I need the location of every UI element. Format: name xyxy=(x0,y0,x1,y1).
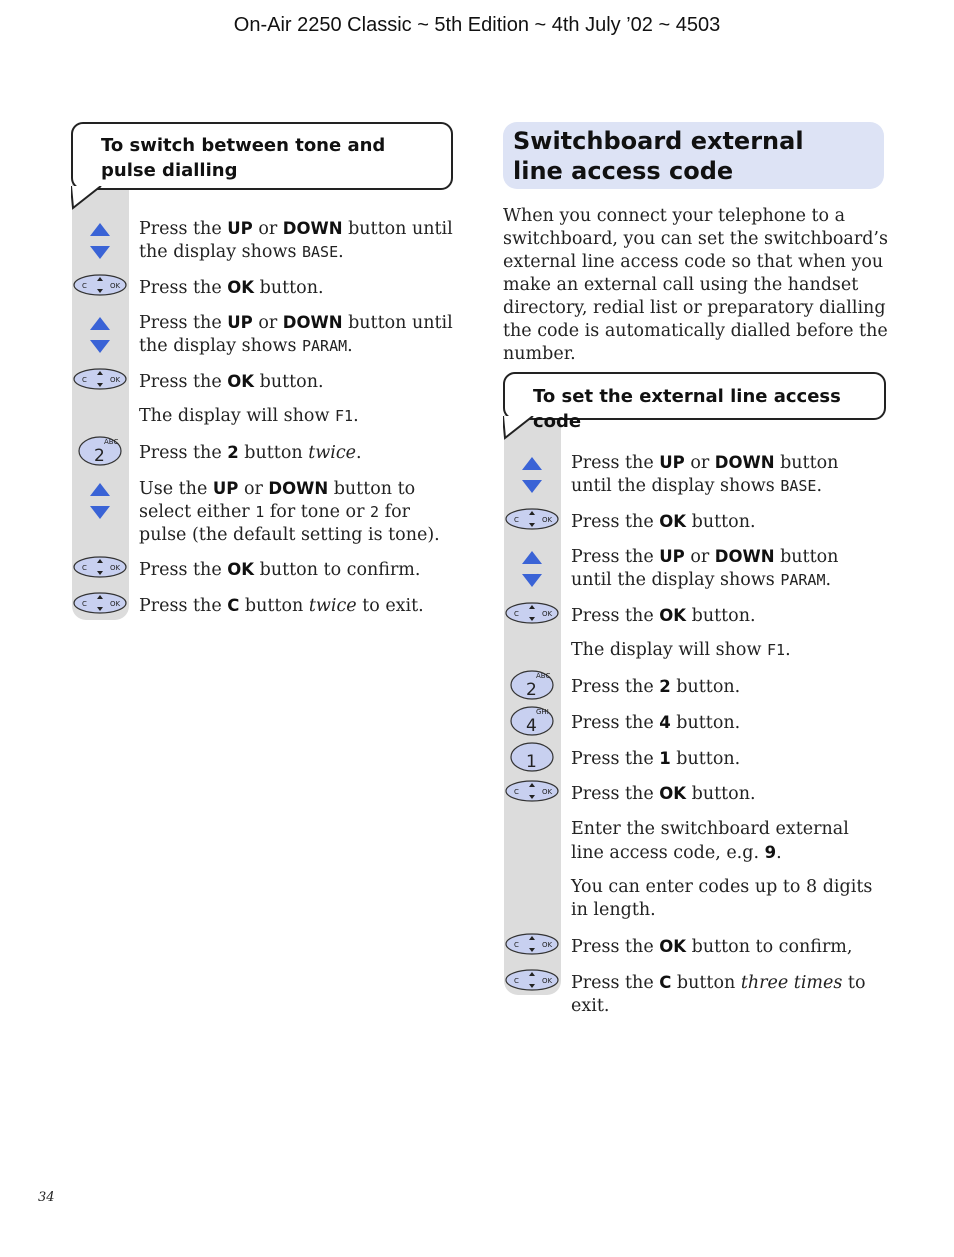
right-section-heading xyxy=(503,372,886,432)
step-icon xyxy=(72,273,128,301)
step-text: Press the xyxy=(139,219,228,239)
right-section-title: Switchboard external line access code xyxy=(513,127,804,185)
step-icon xyxy=(88,481,112,525)
step-text: . xyxy=(338,242,344,262)
step-text: . xyxy=(347,336,353,356)
step-text: button to select either xyxy=(139,479,416,522)
step-text: . xyxy=(353,406,359,426)
step-text: . xyxy=(816,476,823,496)
c-ok-button-icon xyxy=(504,601,560,625)
emphasis-text: twice xyxy=(308,443,356,463)
step-text: Press the xyxy=(139,313,228,333)
instruction-step xyxy=(571,639,881,662)
button-name: UP xyxy=(659,453,685,472)
step-text: Press the xyxy=(571,784,660,804)
svg-text:OK: OK xyxy=(110,282,121,290)
instruction-step xyxy=(139,370,459,394)
step-icon xyxy=(504,779,560,807)
instruction-step xyxy=(571,818,881,865)
svg-text:OK: OK xyxy=(542,610,553,618)
svg-text:4: 4 xyxy=(526,716,537,736)
left-heading-text: To switch between tone and pulse dialling xyxy=(101,135,386,181)
svg-text:C: C xyxy=(514,977,519,985)
step-text: . xyxy=(356,443,362,463)
button-name: OK xyxy=(227,560,255,579)
step-icon xyxy=(504,968,560,996)
display-text: F1 xyxy=(767,641,786,659)
step-text: button to confirm, xyxy=(686,937,853,957)
up-down-arrows-icon xyxy=(88,481,112,521)
step-text: Use the xyxy=(139,479,213,499)
up-down-arrows-icon xyxy=(520,455,544,495)
step-text: The display will show xyxy=(139,406,335,426)
step-text: to exit. xyxy=(356,596,424,616)
button-name: OK xyxy=(227,372,255,391)
step-text: button until the display shows xyxy=(139,313,453,356)
step-text: button. xyxy=(670,749,741,769)
step-text: to exit. xyxy=(571,973,866,1016)
button-name: DOWN xyxy=(282,219,343,238)
step-text: button. xyxy=(254,278,324,298)
instruction-step xyxy=(571,747,881,771)
step-text: button until the display shows xyxy=(139,219,453,262)
step-text: or xyxy=(684,453,715,473)
svg-text:ABC: ABC xyxy=(104,438,119,446)
step-icon xyxy=(72,591,128,619)
button-name: C xyxy=(659,973,672,992)
step-text: for pulse (the default setting is tone). xyxy=(139,502,440,545)
display-text: F1 xyxy=(335,407,354,425)
svg-text:GHI: GHI xyxy=(536,708,549,716)
svg-text:C: C xyxy=(82,282,87,290)
page-header: On-Air 2250 Classic ~ 5th Edition ~ 4th July ’02 ~ 4503 xyxy=(233,14,721,36)
step-text: button xyxy=(239,596,309,616)
step-text: button xyxy=(671,973,741,993)
step-text: button xyxy=(238,443,309,463)
svg-text:OK: OK xyxy=(110,564,121,572)
step-icon xyxy=(520,455,544,499)
c-ok-button-icon xyxy=(72,367,128,391)
step-text: button. xyxy=(686,512,756,532)
step-icon xyxy=(508,740,556,778)
callout-pointer xyxy=(503,416,537,440)
display-text: PARAM xyxy=(780,571,826,589)
instruction-step xyxy=(571,782,881,806)
instruction-step xyxy=(571,935,881,959)
step-text: button. xyxy=(686,606,756,626)
svg-text:2: 2 xyxy=(526,680,537,700)
step-text: Press the xyxy=(571,606,660,626)
step-text: button until the display shows xyxy=(571,547,839,590)
step-text: . xyxy=(785,640,791,660)
button-name: OK xyxy=(659,784,687,803)
c-ok-button-icon xyxy=(72,273,128,297)
display-text: 1 xyxy=(255,503,265,521)
button-name: OK xyxy=(227,278,255,297)
svg-text:OK: OK xyxy=(542,516,553,524)
instruction-step xyxy=(571,675,881,699)
step-icon xyxy=(76,434,124,472)
svg-text:1: 1 xyxy=(526,752,537,772)
key-4-icon xyxy=(508,704,556,738)
display-text: BASE xyxy=(302,243,339,261)
instruction-step xyxy=(139,594,459,618)
right-section-title-box xyxy=(503,122,884,189)
step-icon xyxy=(72,555,128,583)
svg-text:OK: OK xyxy=(542,941,553,949)
step-text: Press the xyxy=(139,278,228,298)
c-ok-button-icon xyxy=(504,507,560,531)
button-name: DOWN xyxy=(714,547,775,566)
button-name: 4 xyxy=(659,713,671,732)
svg-text:OK: OK xyxy=(110,600,121,608)
svg-text:C: C xyxy=(514,788,519,796)
step-text: Press the xyxy=(571,547,660,567)
button-name: DOWN xyxy=(268,479,329,498)
step-text: for tone or xyxy=(264,502,370,522)
step-text: button until the display shows xyxy=(571,453,839,496)
step-text: Press the xyxy=(571,973,660,993)
instruction-step xyxy=(139,441,459,465)
instruction-step xyxy=(139,558,459,582)
svg-text:C: C xyxy=(514,610,519,618)
step-icon xyxy=(88,221,112,265)
instruction-step xyxy=(571,711,881,735)
step-text: or xyxy=(252,219,283,239)
step-icon xyxy=(504,601,560,629)
step-text: button. xyxy=(254,372,324,392)
button-name: 2 xyxy=(659,677,671,696)
instruction-step xyxy=(571,604,881,628)
instruction-step xyxy=(139,405,459,428)
page-number: 34 xyxy=(38,1190,55,1205)
up-down-arrows-icon xyxy=(88,315,112,355)
step-text: Enter the switchboard external line access code, e.g. xyxy=(571,819,849,863)
instruction-step xyxy=(571,545,881,592)
button-name: DOWN xyxy=(714,453,775,472)
svg-text:C: C xyxy=(514,941,519,949)
step-text: . xyxy=(776,843,782,863)
key-1-icon xyxy=(508,740,556,774)
up-down-arrows-icon xyxy=(520,549,544,589)
step-text: or xyxy=(238,479,269,499)
step-text: Press the xyxy=(571,512,660,532)
c-ok-button-icon xyxy=(504,779,560,803)
instruction-step xyxy=(571,971,881,1018)
up-down-arrows-icon xyxy=(88,221,112,261)
step-icon xyxy=(504,932,560,960)
step-text: Press the xyxy=(571,713,660,733)
instruction-step xyxy=(139,477,459,547)
step-text: Press the xyxy=(571,453,660,473)
c-ok-button-icon xyxy=(504,968,560,992)
step-icon xyxy=(88,315,112,359)
step-text: Press the xyxy=(139,560,228,580)
step-icon xyxy=(72,367,128,395)
svg-text:C: C xyxy=(82,376,87,384)
step-text: button. xyxy=(686,784,756,804)
key-2-icon xyxy=(508,668,556,702)
step-text: Press the xyxy=(139,372,228,392)
button-name: OK xyxy=(659,937,687,956)
emphasis-text: three times xyxy=(740,973,843,993)
key-2-icon xyxy=(76,434,124,468)
button-name: UP xyxy=(227,219,253,238)
step-icon xyxy=(508,668,556,706)
step-text: button. xyxy=(670,677,741,697)
c-ok-button-icon xyxy=(72,591,128,615)
svg-text:C: C xyxy=(82,564,87,572)
emphasis-text: twice xyxy=(308,596,357,616)
step-text: Press the xyxy=(571,749,660,769)
step-text: button to confirm. xyxy=(254,560,421,580)
display-text: 2 xyxy=(370,503,380,521)
step-text: Press the xyxy=(139,596,228,616)
svg-text:ABC: ABC xyxy=(536,672,551,680)
right-heading-text: To set the external line access code xyxy=(533,386,841,432)
button-name: OK xyxy=(659,606,687,625)
instruction-step xyxy=(571,451,881,498)
button-name: 9 xyxy=(764,843,777,862)
svg-text:2: 2 xyxy=(94,446,105,466)
step-text: or xyxy=(684,547,715,567)
step-text: The display will show xyxy=(571,640,767,660)
svg-text:C: C xyxy=(82,600,87,608)
instruction-step xyxy=(139,217,459,264)
button-name: DOWN xyxy=(282,313,343,332)
left-section-heading xyxy=(71,122,453,190)
right-intro-paragraph: When you connect your telephone to a switchboard, you can set the switchboard’s external line access code so that when you make an external call using the handset directory, redial list or preparatory dialling the code is automatically dialled before the number. xyxy=(503,206,888,364)
button-name: 2 xyxy=(227,443,239,462)
step-text: button. xyxy=(670,713,741,733)
instruction-step xyxy=(139,276,459,300)
step-icon xyxy=(504,507,560,535)
button-name: OK xyxy=(659,512,687,531)
c-ok-button-icon xyxy=(72,555,128,579)
display-text: BASE xyxy=(780,477,817,495)
svg-text:OK: OK xyxy=(542,977,553,985)
step-text: Press the xyxy=(571,677,660,697)
step-text: . xyxy=(825,570,832,590)
c-ok-button-icon xyxy=(504,932,560,956)
step-text: Press the xyxy=(571,937,660,957)
step-text: or xyxy=(252,313,283,333)
instruction-step xyxy=(139,311,459,358)
instruction-step xyxy=(571,510,881,534)
button-name: 1 xyxy=(659,749,671,768)
svg-text:C: C xyxy=(514,516,519,524)
button-name: UP xyxy=(227,313,253,332)
step-icon xyxy=(520,549,544,593)
button-name: UP xyxy=(659,547,685,566)
svg-text:OK: OK xyxy=(542,788,553,796)
button-name: C xyxy=(227,596,240,615)
button-name: UP xyxy=(212,479,239,498)
step-icon xyxy=(508,704,556,742)
step-text: Press the xyxy=(139,443,228,463)
instruction-step xyxy=(571,876,881,922)
display-text: PARAM xyxy=(302,337,348,355)
step-text: You can enter codes up to 8 digits in length. xyxy=(571,877,873,920)
svg-text:OK: OK xyxy=(110,376,121,384)
callout-pointer xyxy=(71,186,105,210)
